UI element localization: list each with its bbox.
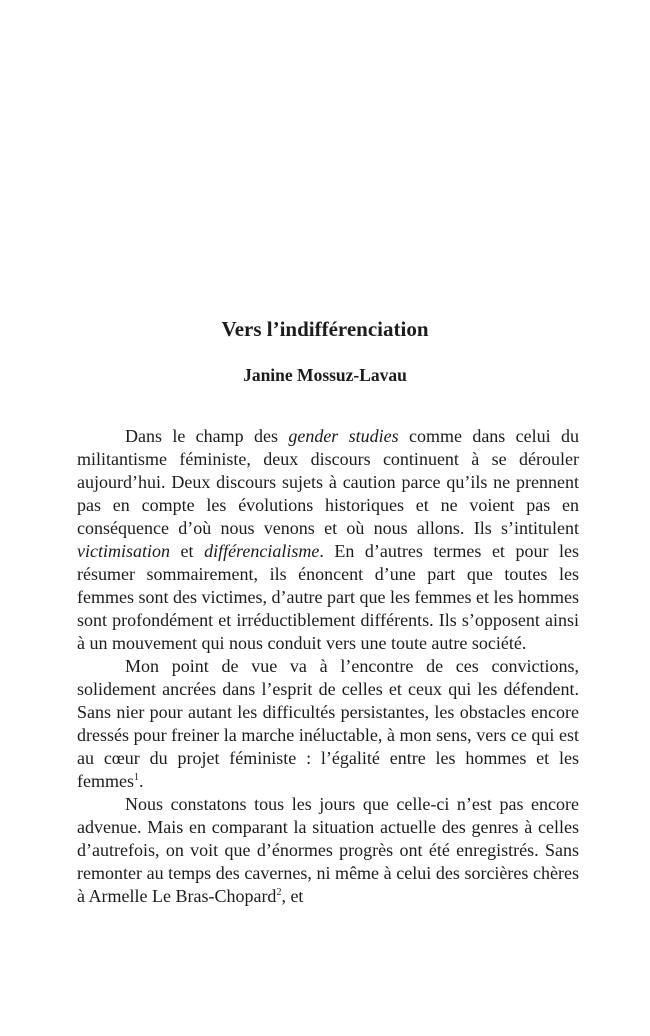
- article-title: Vers l’indifférenciation: [221, 317, 429, 341]
- paragraph-2-text-2: .: [138, 771, 144, 791]
- paragraph-1: [77, 425, 579, 655]
- paragraph-3-text-1: Nous constatons tous les jours que celle-ci n’est pas encore advenue. Mais en comparant la situation actuelle des genres à celles d’autrefois, on voit que d’énormes progrès ont été enregistrés. Sans remonter au temps des cavernes, ni même à celui des sorcières chères à Armelle Le Bras-Chopard: [77, 794, 579, 906]
- paragraph-3: [77, 793, 579, 908]
- paragraph-1-emphasis-2: victimisation: [77, 541, 170, 561]
- footnote-marker-1[interactable]: 1: [133, 772, 139, 783]
- paragraph-1-text-4: . En d’autres termes et pour les résumer sommairement, ils énoncent d’une part que toutes les femmes sont des victimes, d’autre part que les femmes et les hommes sont profondément et irréductiblement différents. Ils s’opposent ainsi à un mouvement qui nous conduit vers une toute autre société.: [77, 541, 579, 653]
- paragraph-1-text-2: comme dans celui du militantisme féministe, deux discours continuent à se dérouler aujourd’hui. Deux discours sujets à caution parce qu’ils ne prennent pas en compte les évolutions historiques et ne voient pas en conséquence d’où nous venons et où nous allons. Ils s’intitulent: [77, 426, 579, 538]
- article-body: [77, 425, 579, 908]
- article-author: Janine Mossuz-Lavau: [243, 365, 407, 385]
- paragraph-1-emphasis-1: gender studies: [288, 426, 399, 446]
- paragraph-2: [77, 655, 579, 793]
- paragraph-2-text-1: Mon point de vue va à l’encontre de ces convictions, solidement ancrées dans l’esprit de celles et ceux qui les défendent. Sans nier pour autant les difficultés persistantes, les obstacles encore dressés pour freiner la marche inéluctable, à mon sens, vers ce qui est au cœur du projet féministe : l’égalité entre les hommes et les femmes: [77, 656, 579, 791]
- paragraph-1-text-1: Dans le champ des: [125, 426, 289, 446]
- paragraph-1-text-3: et: [170, 541, 205, 561]
- paragraph-3-text-2: , et: [281, 886, 304, 906]
- paragraph-1-emphasis-3: différencialisme: [204, 541, 320, 561]
- footnote-marker-2[interactable]: 2: [276, 887, 282, 898]
